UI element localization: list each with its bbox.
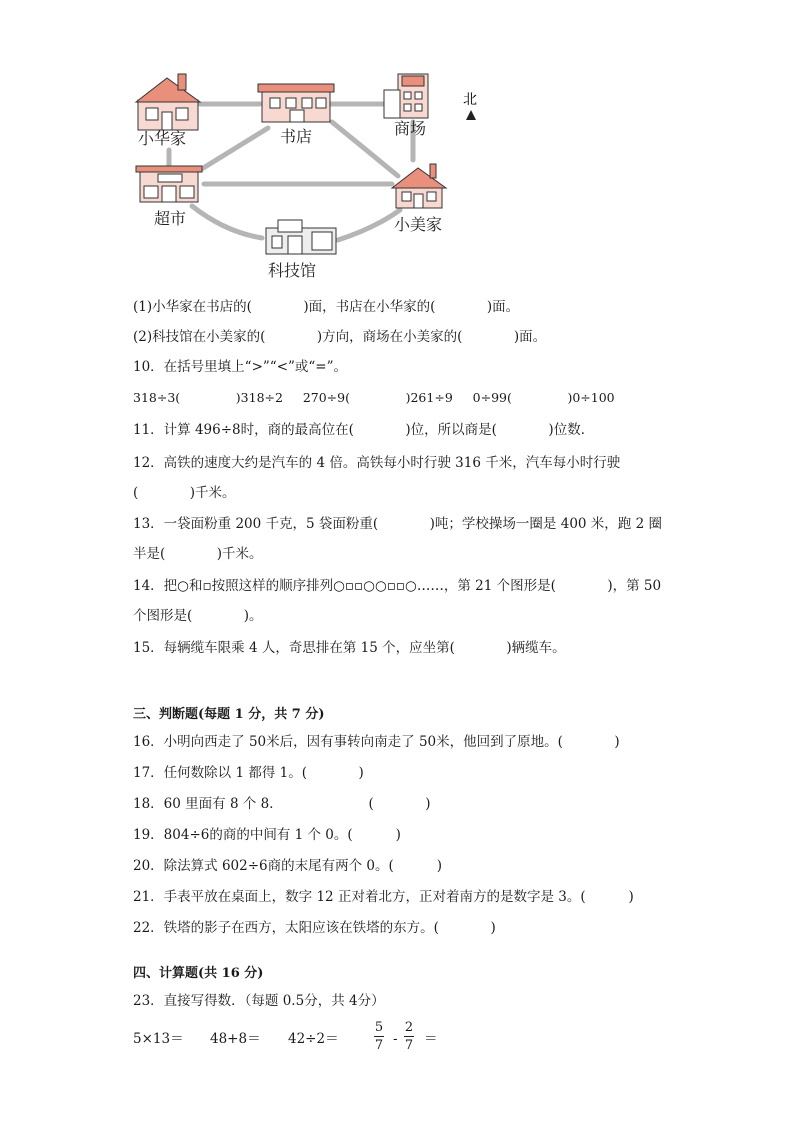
- q22: 22．铁塔的影子在西方，太阳应该在铁塔的东方。( ): [133, 920, 496, 936]
- q20: 20．除法算式 602÷6商的末尾有两个 0。( ): [133, 858, 442, 874]
- q15: 15．每辆缆车限乘 4 人，奇思排在第 15 个，应坐第( )辆缆车。: [133, 640, 566, 656]
- fraction-bar: [374, 1036, 384, 1037]
- xiaomei-home-building: [392, 164, 446, 208]
- q9-part2: (2)科技馆在小美家的( )方向，商场在小美家的( )面。: [133, 329, 547, 345]
- place-label-xiaohua: 小华家: [138, 129, 187, 148]
- q23-title: 23．直接写得数．（每题 0.5分，共 4分）: [133, 993, 385, 1009]
- calc-1: 5×13＝: [133, 1031, 184, 1047]
- road-bookstore-supermarket: [200, 128, 268, 170]
- q10-title: 10．在括号里填上“>”“<”或“=”。: [133, 359, 348, 375]
- fraction-5-7: [374, 1020, 384, 1053]
- fraction-denominator: 7: [374, 1038, 384, 1053]
- place-label-supermarket: 超市: [154, 209, 187, 228]
- fraction-numerator: 2: [404, 1020, 414, 1035]
- q14-line1: 14．把○和▫按照这样的顺序排列○▫▫○○▫▫○……，第 21 个图形是( )，第 50: [133, 578, 662, 594]
- q10-items: 318÷3( )318÷2 270÷9( )261÷9 0÷99( )0÷100: [133, 390, 615, 405]
- calc-3: 42÷2＝: [288, 1031, 339, 1047]
- bookstore-building: [258, 84, 334, 122]
- q11: 11．计算 496÷8时，商的最高位在( )位，所以商是( )位数．: [133, 422, 595, 438]
- north-arrow-icon: [466, 110, 476, 120]
- q18: 18．60 里面有 8 个 8． ( ): [133, 796, 431, 812]
- road-museum-xiaomei: [338, 210, 400, 240]
- section4-heading: 四、计算题(共 16 分): [133, 966, 264, 981]
- q9-part1: (1)小华家在书店的( )面，书店在小华家的( )面。: [133, 299, 520, 315]
- q14-line2: 个图形是( )。: [133, 608, 263, 624]
- q17: 17．任何数除以 1 都得 1。( ): [133, 765, 364, 781]
- direction-map: [0, 0, 794, 290]
- q19: 19．804÷6的商的中间有 1 个 0。( ): [133, 827, 401, 843]
- fraction-denominator: 7: [404, 1038, 414, 1053]
- q13-line2: 半是( )千米。: [133, 546, 263, 562]
- museum-building: [266, 220, 336, 254]
- mall-building: [384, 74, 428, 118]
- fraction-2-7: [404, 1020, 414, 1053]
- road-bookstore-xiaomei: [332, 122, 398, 176]
- fraction-numerator: 5: [374, 1020, 384, 1035]
- q21: 21．手表平放在桌面上，数字 12 正对着北方，正对着南方的是数字是 3。( ): [133, 889, 634, 905]
- place-label-museum: 科技馆: [268, 261, 317, 280]
- q12-line1: 12．高铁的速度大约是汽车的 4 倍。高铁每小时行驶 316 千米，汽车每小时行驶: [133, 455, 621, 471]
- q16: 16．小明向西走了 50米后，因有事转向南走了 50米，他回到了原地。( ): [133, 734, 620, 750]
- fraction-bar: [404, 1036, 414, 1037]
- q13-line1: 13．一袋面粉重 200 千克，5 袋面粉重( )吨；学校操场一圈是 400 米，跑 2 圈: [133, 516, 662, 532]
- minus-sign: -: [393, 1031, 398, 1047]
- north-label: 北: [463, 92, 477, 108]
- supermarket-building: [136, 166, 202, 202]
- place-label-xiaomei: 小美家: [394, 215, 443, 234]
- place-label-mall: 商场: [394, 119, 427, 138]
- road-supermarket-museum: [192, 206, 262, 238]
- place-label-bookstore: 书店: [280, 127, 313, 146]
- xiaohua-home-building: [136, 74, 200, 130]
- q12-line2: ( )千米。: [133, 485, 236, 501]
- calc-2: 48+8＝: [210, 1031, 261, 1047]
- section3-heading: 三、判断题(每题 1 分，共 7 分): [133, 707, 325, 722]
- equals-sign: ＝: [424, 1031, 438, 1047]
